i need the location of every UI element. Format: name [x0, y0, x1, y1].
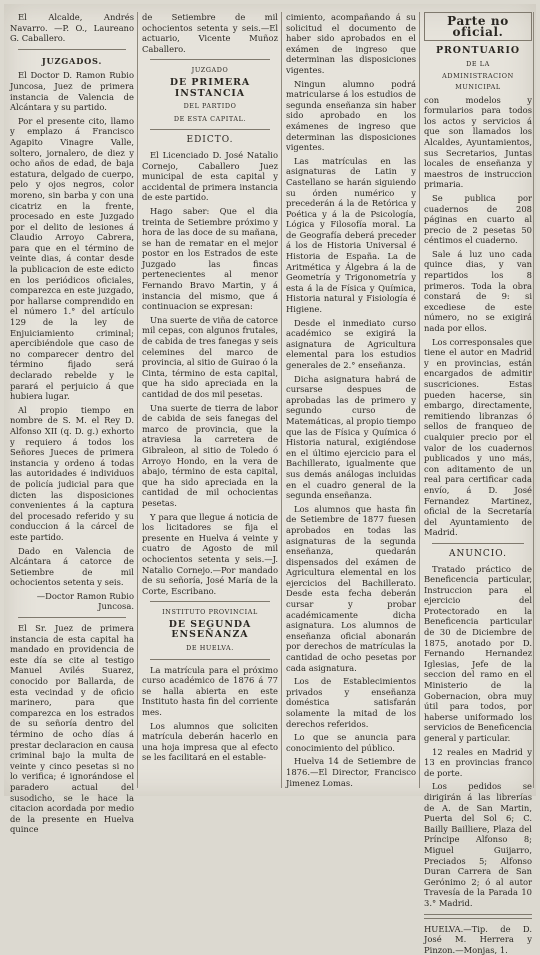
- juzgado-title: JUZGADO: [142, 65, 278, 76]
- anuncio-body: 12 reales en Madrid y 13 en provincias franco de porte.: [424, 747, 532, 779]
- juzgado-title-sub: DEL PARTIDO: [142, 101, 278, 112]
- instituto-body: cimiento, acompañando á su solicitud el documento de haber sido aprobados en el exámen de ingreso que determinan las disposiciones vigentes.: [286, 12, 416, 76]
- section-divider: [150, 59, 270, 60]
- section-divider: [150, 129, 270, 130]
- prontuario-sub: ADMINISTRACION MUNICIPAL: [424, 71, 532, 92]
- anuncio-title: ANUNCIO.: [424, 549, 532, 560]
- juzgado-title-sub: DE ESTA CAPITAL.: [142, 114, 278, 125]
- anuncio-body: Tratado práctico de Beneficencia particular, Instruccion para el ejercicio del Protectorado en la Beneficencia particular de 30 de Diciembre de 1875, anotado por D. Fernando Hernandez Iglesias, Jefe de la seccion del ramo en el Ministerio de la Gobernacion, obra muy útil para todos, por haberse uniformado los servicios de Beneficencia general y particular.: [424, 564, 532, 744]
- edict-intro: El Doctor D. Ramon Rubio Juncosa, Juez de primera instancia de Valencia de Alcántara y su partido.: [10, 70, 134, 112]
- instituto-body: La matrícula para el próximo curso académico de 1876 á 77 se halla abierta en este Instituto hasta fin del corriente mes.: [142, 665, 278, 718]
- edict-body: El Sr. Juez de primera instancia de esta capital ha mandado en providencia de este día se cite al testigo Manuel Avilés Suarez, conocido por Ballarda, de esta vecindad y de oficio marinero, para que comparezca en los estrados de su señoría dentro del término de ocho días á prestar declaracion en causa criminal bajo la multa de veinte y cinco pesetas si no lo verifica; é ignorándose el paradero actual del susodicho, se le hace la citacion acordada por medio de la presente en Huelva quince: [10, 623, 134, 835]
- edict-body: Hago saber: Que el dia treinta de Setiembre próximo y hora de las doce de su mañana, se han de rematar en el mejor postor en los Estrados de este Juzgado las fincas pertenecientes al menor Fernando Bravo Martin, y á instancia del mismo, que á continuacion se expresan:: [142, 206, 278, 312]
- instituto-body: Los alumnos que hasta fin de Setiembre de 1877 fuesen aprobados en todas las asignaturas de la segunda enseñanza, quedarán dispensados del exámen de Agricultura elemental en los ejercicios del Bachillerato. Desde esta fecha deberán cursar y probar académicamente dicha asignatura. Los alumnos de enseñanza oficial abonarán por derechos de matrículas la cantidad de ocho pesetas por cada asignatura.: [286, 504, 416, 674]
- instituto-body: Dicha asignatura habrá de cursarse despues de aprobadas las de primero y segundo curso de Matemáticas, al propio tiempo que las de Física y Química ó Historia natural, exigiéndose en el último ejercicio para el Bachillerato, igualmente que sus demás análogas incluidas en el cuadro general de la segunda enseñanza.: [286, 374, 416, 501]
- juzgado-title-main: DE PRIMERA INSTANCIA: [142, 78, 278, 99]
- imprint-divider: [424, 914, 532, 919]
- edict-body: Una suerte de viña de catorce mil cepas, con algunos frutales, de cabida de tres fanegas y seis celemines del marco de provincia, al sitio de Guirao ó la Cinta, término de esta capital, que ha sido apreciada en la cantidad de dos mil pesetas.: [142, 315, 278, 400]
- edict-continuation: de Setiembre de mil ochocientos setenta y seis.—El actuario, Vicente Muñoz Caballero.: [142, 12, 278, 54]
- prontuario-body: con modelos y formularios para todos los actos y servicios á que son llamados los Alcaldes, Ayuntamientos, sus Secretarios, Juntas locales de enseñanza y maestros de instruccion primaria.: [424, 95, 532, 190]
- column-rule: [281, 12, 282, 788]
- edict-signature: —Doctor Ramon Rubio Juncosa.: [10, 591, 134, 612]
- instituto-body: Los alumnos que soliciten matrícula deberán hacerlo en una hoja impresa que al efecto se les facilitará en el estable-: [142, 721, 278, 763]
- instituto-title: INSTITUTO PROVINCIAL: [142, 607, 278, 618]
- column-1: [10, 12, 134, 788]
- edict-body: Al propio tiempo en nombre de S. M. el Rey D. Alfonso XII (q. D. g.) exhorto y requiero á todos los Señores Jueces de primera instancia y ordeno á todas las autoridades é individuos de policía judicial para que dicten las disposiciones convenientes á la captura del procesado referido y su conduccion á la cárcel de este partido.: [10, 405, 134, 543]
- edict-body: Y para que llegue á noticia de los licitadores se fija el presente en Huelva á veinte y cuatro de Agosto de mil ochocientos setenta y seis.—J. Natalio Cornejo.—Por mandado de su señoría, José María de la Corte, Escribano.: [142, 512, 278, 597]
- section-divider: [18, 49, 126, 50]
- section-heading-juzgados: JUZGADOS.: [10, 56, 134, 67]
- instituto-body: Lo que se anuncia para conocimiento del público.: [286, 732, 416, 753]
- prontuario-body: Sale á luz uno cada quince dias, y van repartidos los 8 primeros. Toda la obra constará de 9: si excediese de este número, no se exigirá nada por ellos.: [424, 249, 532, 334]
- section-divider: [18, 617, 126, 618]
- prontuario-body: Se publica por cuadernos de 208 páginas en cuarto al precio de 2 pesetas 50 céntimos el cuaderno.: [424, 193, 532, 246]
- instituto-body: Ningun alumno podrá matricularse á los estudios de segunda enseñanza sin haber sido aprobado en los exámenes de ingreso que determinan las disposiciones vigentes.: [286, 79, 416, 153]
- edict-label: EDICTO.: [142, 135, 278, 146]
- edict-intro: El Licenciado D. José Natalio Cornejo, Caballero Juez municipal de esta capital y accidental de primera instancia de este partido.: [142, 150, 278, 203]
- column-2: [142, 12, 278, 788]
- instituto-title-sub: DE HUELVA.: [142, 643, 278, 654]
- prontuario-sub: DE LA: [424, 59, 532, 70]
- edict-body: Dado en Valencia de Alcántara á catorce de Setiembre de mil ochocientos setenta y seis.: [10, 546, 134, 588]
- section-title-parte-no-oficial: Parte no oficial.: [424, 12, 532, 41]
- instituto-body: Desde el inmediato curso académico se exigirá la asignatura de Agricultura elemental para los estudios generales de 2.° enseñanza.: [286, 318, 416, 371]
- prontuario-title: PRONTUARIO: [424, 46, 532, 57]
- prontuario-body: Los corresponsales que tiene el autor en Madrid y en provincias, están encargados de admitir suscriciones. Estas pueden hacerse, sin embargo, directamente, remitiendo libranzas ó sellos de franqueo de cualquier precio por el valor de los cuadernos publicados y uno más, con aditamento de un real para certificar cada envío, á D. José Fernandez Martinez, oficial de la Secretaría del Ayuntamiento de Madrid.: [424, 337, 532, 538]
- column-rule: [137, 12, 138, 788]
- edict-body: Una suerte de tierra de labor de cabida de seis fanegas del marco de provincia, que la atraviesa la carretera de Gibraleon, al sitio de Toledo ó Arroyo Hondo, en la vera de abajo, término de esta capital, que ha sido apreciada en la cantidad de mil ochocientas pesetas.: [142, 403, 278, 509]
- instituto-title-main: DE SEGUNDA ENSEÑANZA: [142, 620, 278, 641]
- instituto-body: Los de Establecimientos privados y enseñanza doméstica satisfarán solamente la mitad de los derechos referidos.: [286, 676, 416, 729]
- column-3: [286, 12, 416, 788]
- instituto-signature: Huelva 14 de Setiembre de 1876.—El Director, Francisco Jimenez Lomas.: [286, 756, 416, 788]
- column-rule: [533, 12, 534, 788]
- section-divider: [150, 601, 270, 602]
- section-divider: [150, 659, 270, 660]
- signature-continuation: El Alcalde, Andrés Navarro. —P. O., Laureano G. Caballero.: [10, 12, 134, 44]
- column-4: [424, 12, 532, 788]
- section-divider: [432, 543, 524, 544]
- instituto-body: Las matrículas en las asignaturas de Latin y Castellano se harán siguiendo su órden numérico y precederán á la de Retórica y Poética y á la de Psicología, Lógica y Filosofía moral. La de Geografía deberá preceder á los de Historia Universal é Historia de España. La de Aritmética y Álgebra á la de Geometría y Trigonometría y esta á la de Física y Química, Historia natural y Fisiología é Higiene.: [286, 156, 416, 315]
- imprint: HUELVA.—Tip. de D. José M. Herrera y Pinzon.—Monjas, 1.: [424, 924, 532, 955]
- edict-body: Por el presente cito, llamo y emplazo á Francisco Agapito Vinagre Valle, soltero, jornalero, de diez y ocho años de edad, de baja estatura, delgado de cuerpo, pelo y ojos negros, color moreno, sin barba y con una cicatriz en la frente, procesado en este Juzgado por el delito de lesiones á Claudio Arroyo Cabrera, para que en el término de veinte dias, á contar desde la publicacion de este edicto en los periódicos oficiales, comparezca en este juzgado, por hallarse comprendido en el número 1.° del artículo 129 de la ley de Enjuiciamiento criminal; apercibiéndole que caso de no comparecer dentro del término fijado será declarado rebelde y le parará el perjuicio á que hubiera lugar.: [10, 116, 134, 402]
- column-rule: [419, 12, 420, 788]
- newspaper-page: [4, 4, 536, 796]
- anuncio-body: Los pedidos se dirigirán á las librerías de A. de San Martin, Puerta del Sol 6; C. Bailly Bailliere, Plaza del Príncipe Alfonso 8; Miguel Guijarro, Preciados 5; Alfonso Duran Carrera de San Gerónimo 2; ó al autor Travesía de la Parada 10 3.° Madrid.: [424, 781, 532, 908]
